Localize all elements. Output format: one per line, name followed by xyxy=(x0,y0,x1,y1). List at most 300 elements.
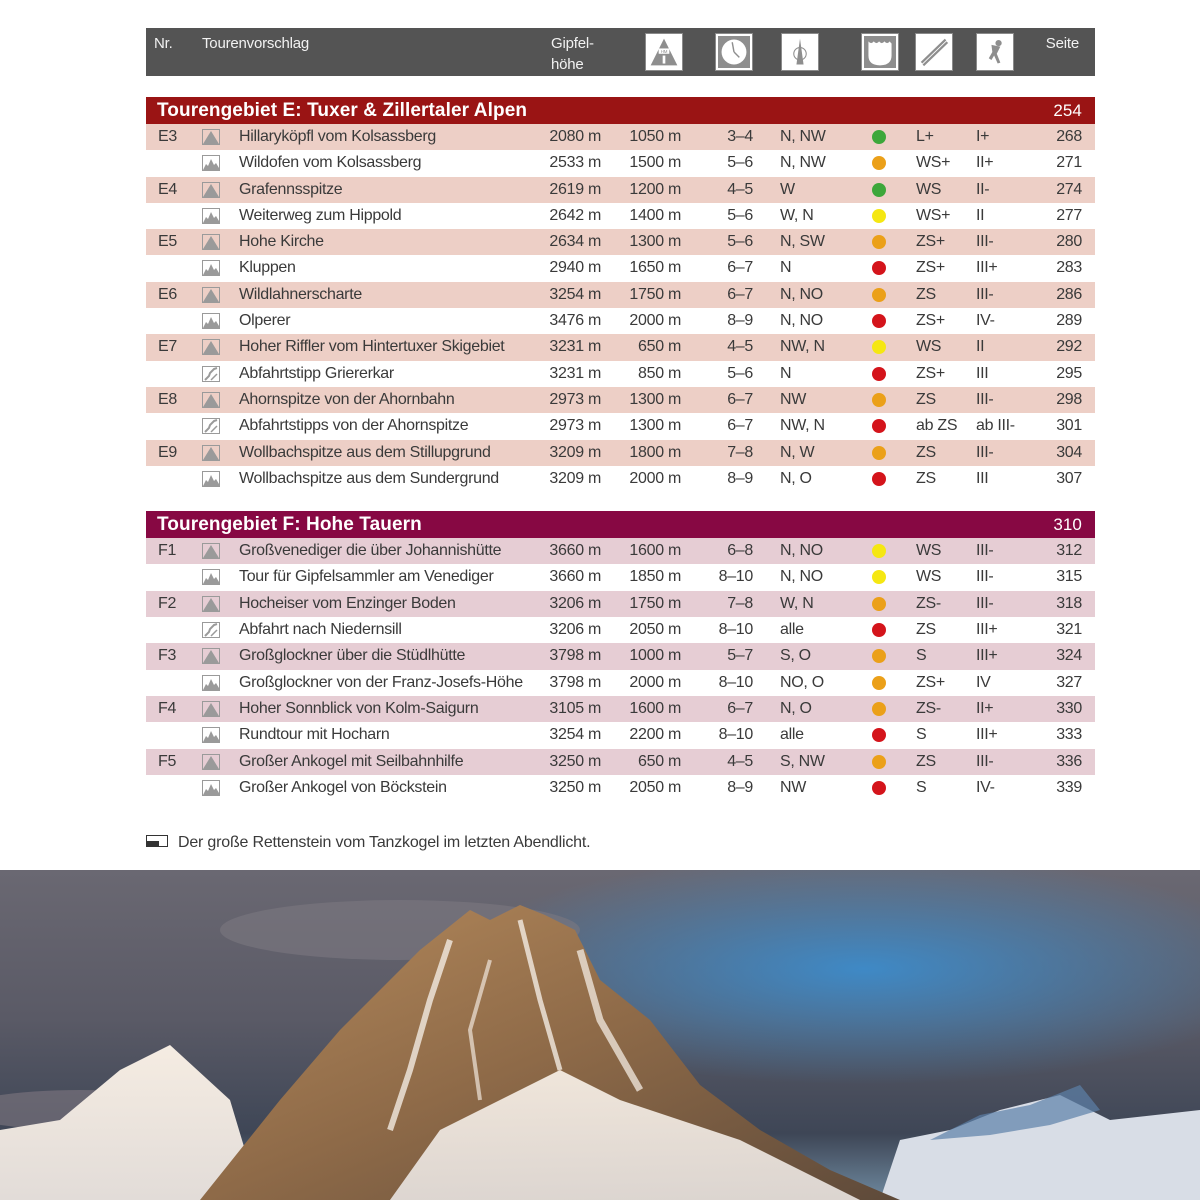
column-header xyxy=(146,28,1095,76)
peak-icon xyxy=(202,543,220,559)
table-row xyxy=(146,749,1095,775)
duration: 8–10 xyxy=(718,621,753,639)
risk-indicator-orange xyxy=(872,393,886,407)
exposure: N, O xyxy=(780,699,812,717)
summit-altitude: 3209 m xyxy=(549,469,601,487)
tour-name: Wollbachspitze aus dem Stillupgrund xyxy=(239,443,491,461)
risk-indicator-orange xyxy=(872,156,886,170)
exposure: NO, O xyxy=(780,673,824,691)
page-number: 298 xyxy=(1056,390,1082,408)
page-number: 339 xyxy=(1056,778,1082,796)
climbing-difficulty: ab III- xyxy=(976,417,1015,435)
ascent-meters: 1750 m xyxy=(629,285,681,303)
climbing-difficulty: III- xyxy=(976,233,994,251)
table-row xyxy=(146,229,1095,255)
risk-indicator-yellow xyxy=(872,570,886,584)
page-number: 312 xyxy=(1056,542,1082,560)
peak-icon xyxy=(202,392,220,408)
summit-altitude: 3250 m xyxy=(549,752,601,770)
tour-name: Großer Ankogel von Böckstein xyxy=(239,778,447,796)
tour-name: Hocheiser vom Enzinger Boden xyxy=(239,594,456,612)
ski-difficulty: ZS- xyxy=(916,699,941,717)
tour-name: Großglockner über die Stüdlhütte xyxy=(239,647,466,665)
mountain-photo xyxy=(0,870,1200,1200)
table-row xyxy=(146,775,1095,801)
risk-indicator-orange xyxy=(872,676,886,690)
section-tourengebiet-f xyxy=(146,511,1095,801)
ski-difficulty: ZS xyxy=(916,752,936,770)
risk-indicator-orange xyxy=(872,702,886,716)
risk-indicator-orange xyxy=(872,649,886,663)
ski-difficulty: WS xyxy=(916,542,942,560)
table-row xyxy=(146,670,1095,696)
summit-altitude: 3798 m xyxy=(549,647,601,665)
ski-difficulty: ZS xyxy=(916,443,936,461)
summit-altitude: 2533 m xyxy=(549,154,601,172)
peak-icon xyxy=(202,596,220,612)
ascent-meters: 2050 m xyxy=(629,778,681,796)
peak-icon xyxy=(202,339,220,355)
tour-name: Hoher Sonnblick von Kolm-Saigurn xyxy=(239,699,479,717)
multi-peak-icon xyxy=(202,780,220,796)
section-title: Tourengebiet E: Tuxer & Zillertaler Alpen xyxy=(157,100,528,121)
table-row xyxy=(146,387,1095,413)
avalanche-risk-icon xyxy=(862,34,898,70)
ski-difficulty: ZS xyxy=(916,469,936,487)
climbing-difficulty: III- xyxy=(976,443,994,461)
duration: 5–7 xyxy=(727,647,753,665)
tour-number: E9 xyxy=(158,443,177,461)
exposure: N, NO xyxy=(780,568,823,586)
exposure: N, NO xyxy=(780,285,823,303)
ski-difficulty: WS+ xyxy=(916,206,951,224)
tour-name: Olperer xyxy=(239,312,291,330)
duration: 8–10 xyxy=(718,673,753,691)
duration: 6–7 xyxy=(727,390,753,408)
exposure: N, SW xyxy=(780,233,825,251)
ascent-meters: 2200 m xyxy=(629,726,681,744)
tour-name: Hoher Riffler vom Hintertuxer Skigebiet xyxy=(239,338,505,356)
table-row xyxy=(146,696,1095,722)
ascent-meters: 1300 m xyxy=(629,233,681,251)
ascent-meters: 1300 m xyxy=(629,417,681,435)
ascent-meters: 1300 m xyxy=(629,390,681,408)
ski-difficulty: ZS+ xyxy=(916,364,945,382)
ascent-meters: 2000 m xyxy=(629,469,681,487)
ski-difficulty: ZS- xyxy=(916,594,941,612)
page-number: 327 xyxy=(1056,673,1082,691)
table-row xyxy=(146,466,1095,492)
peak-icon xyxy=(202,445,220,461)
ski-difficulty: WS xyxy=(916,338,942,356)
table-row xyxy=(146,722,1095,748)
risk-indicator-yellow xyxy=(872,544,886,558)
risk-indicator-green xyxy=(872,183,886,197)
exposure: NW, N xyxy=(780,417,825,435)
duration: 8–10 xyxy=(718,726,753,744)
tour-table xyxy=(146,28,1095,801)
summit-altitude: 3209 m xyxy=(549,443,601,461)
page-number: 318 xyxy=(1056,594,1082,612)
peak-icon xyxy=(202,287,220,303)
risk-indicator-red xyxy=(872,314,886,328)
multi-peak-icon xyxy=(202,260,220,276)
exposure-compass-icon xyxy=(782,34,818,70)
ascent-meters: 1500 m xyxy=(629,154,681,172)
ski-difficulty: WS+ xyxy=(916,154,951,172)
climbing-difficulty: II+ xyxy=(976,699,994,717)
camera-icon xyxy=(146,835,168,847)
ascent-meters: 650 m xyxy=(638,338,681,356)
summit-altitude: 2080 m xyxy=(549,128,601,145)
table-row xyxy=(146,308,1095,334)
header-altitude: Gipfel- höhe xyxy=(551,35,594,73)
page-number: 271 xyxy=(1056,154,1082,172)
exposure: NW, N xyxy=(780,338,825,356)
duration-clock-icon xyxy=(716,34,752,70)
tour-name: Grafennsspitze xyxy=(239,180,343,198)
tour-name: Hohe Kirche xyxy=(239,233,324,251)
summit-altitude: 2619 m xyxy=(549,180,601,198)
risk-indicator-red xyxy=(872,781,886,795)
tour-number: E7 xyxy=(158,338,177,356)
page-number: 330 xyxy=(1056,699,1082,717)
duration: 5–6 xyxy=(727,233,753,251)
duration: 8–9 xyxy=(727,469,753,487)
climbing-difficulty-icon xyxy=(977,34,1013,70)
climbing-difficulty: IV xyxy=(976,673,991,691)
ascent-meters: 650 m xyxy=(638,752,681,770)
ski-difficulty: ZS+ xyxy=(916,233,945,251)
risk-indicator-orange xyxy=(872,597,886,611)
ascent-meters: 1000 m xyxy=(629,647,681,665)
tour-name: Großer Ankogel mit Seilbahnhilfe xyxy=(239,752,464,770)
section-title: Tourengebiet F: Hohe Tauern xyxy=(157,514,422,536)
table-row xyxy=(146,643,1095,669)
svg-text:HM: HM xyxy=(660,48,668,54)
climbing-difficulty: III+ xyxy=(976,621,998,639)
summit-altitude: 3206 m xyxy=(549,594,601,612)
ascent-meters: 1800 m xyxy=(629,443,681,461)
ascent-meters: 2050 m xyxy=(629,621,681,639)
table-row xyxy=(146,538,1095,564)
summit-altitude: 2973 m xyxy=(549,390,601,408)
ascent-meters: 850 m xyxy=(638,364,681,382)
duration: 3–4 xyxy=(727,128,753,145)
exposure: alle xyxy=(780,726,804,744)
page-number: 295 xyxy=(1056,364,1082,382)
ski-difficulty: ZS xyxy=(916,621,936,639)
duration: 6–7 xyxy=(727,417,753,435)
page-number: 304 xyxy=(1056,443,1082,461)
risk-indicator-red xyxy=(872,261,886,275)
ski-descent-icon xyxy=(202,418,220,434)
summit-altitude: 3250 m xyxy=(549,778,601,796)
ski-descent-icon xyxy=(202,622,220,638)
section-page: 254 xyxy=(1053,101,1082,120)
page-number: 315 xyxy=(1056,568,1082,586)
tour-name: Abfahrtstipps von der Ahornspitze xyxy=(239,417,469,435)
summit-altitude: 3798 m xyxy=(549,673,601,691)
page-number: 301 xyxy=(1056,417,1082,435)
ski-difficulty: ZS+ xyxy=(916,259,945,277)
climbing-difficulty: II+ xyxy=(976,154,994,172)
multi-peak-icon xyxy=(202,313,220,329)
tour-name: Wollbachspitze aus dem Sundergrund xyxy=(239,469,499,487)
climbing-difficulty: I+ xyxy=(976,128,990,145)
risk-indicator-yellow xyxy=(872,340,886,354)
page-number: 274 xyxy=(1056,180,1082,198)
tour-name: Abfahrt nach Niedernsill xyxy=(239,621,402,639)
summit-altitude: 3660 m xyxy=(549,542,601,560)
climbing-difficulty: III- xyxy=(976,594,994,612)
climbing-difficulty: III- xyxy=(976,752,994,770)
tour-number: F3 xyxy=(158,647,177,665)
tour-number: E5 xyxy=(158,233,177,251)
ski-difficulty: S xyxy=(916,647,927,665)
exposure: N xyxy=(780,364,792,382)
table-row xyxy=(146,617,1095,643)
exposure: N xyxy=(780,259,792,277)
exposure: W, N xyxy=(780,594,814,612)
tour-number: F5 xyxy=(158,752,177,770)
tour-name: Großglockner von der Franz-Josefs-Höhe xyxy=(239,673,523,691)
tour-name: Großvenediger die über Johannishütte xyxy=(239,542,502,560)
page-number: 289 xyxy=(1056,312,1082,330)
exposure: alle xyxy=(780,621,804,639)
risk-indicator-yellow xyxy=(872,209,886,223)
duration: 5–6 xyxy=(727,154,753,172)
climbing-difficulty: II- xyxy=(976,180,990,198)
page-number: 268 xyxy=(1056,128,1082,145)
exposure: N, NO xyxy=(780,312,823,330)
duration: 4–5 xyxy=(727,752,753,770)
tour-name: Kluppen xyxy=(239,259,296,277)
duration: 7–8 xyxy=(727,443,753,461)
risk-indicator-orange xyxy=(872,288,886,302)
ski-difficulty: S xyxy=(916,778,927,796)
exposure: N, NW xyxy=(780,154,826,172)
table-row xyxy=(146,124,1095,150)
photo-caption xyxy=(146,834,590,852)
risk-indicator-red xyxy=(872,728,886,742)
multi-peak-icon xyxy=(202,569,220,585)
section-header xyxy=(146,511,1095,538)
exposure: W xyxy=(780,180,795,198)
exposure: W, N xyxy=(780,206,814,224)
page-number: 333 xyxy=(1056,726,1082,744)
ski-difficulty: ZS+ xyxy=(916,673,945,691)
table-row xyxy=(146,564,1095,590)
ski-difficulty: L+ xyxy=(916,128,934,145)
summit-altitude: 3231 m xyxy=(549,364,601,382)
section-tourengebiet-e xyxy=(146,97,1095,492)
header-tour: Tourenvorschlag xyxy=(202,35,310,52)
tour-name: Weiterweg zum Hippold xyxy=(239,206,402,224)
peak-icon xyxy=(202,182,220,198)
climbing-difficulty: III- xyxy=(976,568,994,586)
climbing-difficulty: III- xyxy=(976,285,994,303)
table-row xyxy=(146,203,1095,229)
tour-name: Wildofen vom Kolsassberg xyxy=(239,154,422,172)
tour-number: E6 xyxy=(158,285,177,303)
climbing-difficulty: III+ xyxy=(976,259,998,277)
summit-altitude: 3105 m xyxy=(549,699,601,717)
table-row xyxy=(146,177,1095,203)
exposure: NW xyxy=(780,390,807,408)
risk-indicator-orange xyxy=(872,755,886,769)
ascent-meters: 1850 m xyxy=(629,568,681,586)
ski-descent-icon xyxy=(202,366,220,382)
table-row xyxy=(146,282,1095,308)
table-row xyxy=(146,591,1095,617)
multi-peak-icon xyxy=(202,155,220,171)
summit-altitude: 3660 m xyxy=(549,568,601,586)
multi-peak-icon xyxy=(202,727,220,743)
exposure: S, NW xyxy=(780,752,825,770)
peak-icon xyxy=(202,234,220,250)
climbing-difficulty: III+ xyxy=(976,726,998,744)
duration: 8–10 xyxy=(718,568,753,586)
section-header xyxy=(146,97,1095,124)
duration: 5–6 xyxy=(727,364,753,382)
exposure: N, NW xyxy=(780,128,826,145)
risk-indicator-orange xyxy=(872,235,886,249)
ascent-meters: 2000 m xyxy=(629,673,681,691)
risk-indicator-red xyxy=(872,419,886,433)
summit-altitude: 2940 m xyxy=(549,259,601,277)
page-number: 307 xyxy=(1056,469,1082,487)
ascent-meters: 1650 m xyxy=(629,259,681,277)
duration: 7–8 xyxy=(727,594,753,612)
climbing-difficulty: IV- xyxy=(976,312,995,330)
duration: 8–9 xyxy=(727,778,753,796)
risk-indicator-red xyxy=(872,367,886,381)
page-number: 292 xyxy=(1056,338,1082,356)
table-row xyxy=(146,361,1095,387)
page-number: 283 xyxy=(1056,259,1082,277)
ascent-meters: 1400 m xyxy=(629,206,681,224)
tour-number: F2 xyxy=(158,594,177,612)
summit-altitude: 2634 m xyxy=(549,233,601,251)
ski-difficulty: ZS xyxy=(916,390,936,408)
ascent-meters-icon xyxy=(646,34,682,70)
exposure: S, O xyxy=(780,647,811,665)
multi-peak-icon xyxy=(202,675,220,691)
climbing-difficulty: III- xyxy=(976,542,994,560)
ski-difficulty: S xyxy=(916,726,927,744)
multi-peak-icon xyxy=(202,471,220,487)
tour-number: E4 xyxy=(158,180,177,198)
tour-number: F1 xyxy=(158,542,177,560)
duration: 4–5 xyxy=(727,180,753,198)
ascent-meters: 1600 m xyxy=(629,699,681,717)
ski-difficulty: ab ZS xyxy=(916,417,958,435)
climbing-difficulty: III xyxy=(976,364,989,382)
summit-altitude: 3476 m xyxy=(549,312,601,330)
summit-altitude: 3254 m xyxy=(549,285,601,303)
risk-indicator-green xyxy=(872,130,886,144)
duration: 6–7 xyxy=(727,699,753,717)
table-row xyxy=(146,255,1095,281)
risk-indicator-red xyxy=(872,472,886,486)
exposure: NW xyxy=(780,778,807,796)
peak-icon xyxy=(202,129,220,145)
ascent-meters: 1600 m xyxy=(629,542,681,560)
page-number: 321 xyxy=(1056,621,1082,639)
duration: 6–7 xyxy=(727,259,753,277)
ski-difficulty: WS xyxy=(916,180,942,198)
ascent-meters: 1750 m xyxy=(629,594,681,612)
climbing-difficulty: IV- xyxy=(976,778,995,796)
tour-number: E3 xyxy=(158,128,177,145)
summit-altitude: 2973 m xyxy=(549,417,601,435)
tour-name: Ahornspitze von der Ahornbahn xyxy=(239,390,455,408)
tour-number: E8 xyxy=(158,390,177,408)
multi-peak-icon xyxy=(202,208,220,224)
climbing-difficulty: II xyxy=(976,338,985,356)
peak-icon xyxy=(202,754,220,770)
risk-indicator-red xyxy=(872,623,886,637)
page-number: 336 xyxy=(1056,752,1082,770)
summit-altitude: 3206 m xyxy=(549,621,601,639)
climbing-difficulty: II xyxy=(976,206,985,224)
climbing-difficulty: III+ xyxy=(976,647,998,665)
page-number: 277 xyxy=(1056,206,1082,224)
tour-name: Abfahrtstipp Griererkar xyxy=(239,364,394,382)
table-row xyxy=(146,413,1095,439)
summit-altitude: 2642 m xyxy=(549,206,601,224)
ascent-meters: 1050 m xyxy=(629,128,681,145)
table-row xyxy=(146,334,1095,360)
tour-name: Rundtour mit Hocharn xyxy=(239,726,390,744)
tour-name: Hillaryköpfl vom Kolsassberg xyxy=(239,128,437,145)
ski-difficulty: ZS xyxy=(916,285,936,303)
exposure: N, W xyxy=(780,443,815,461)
section-page: 310 xyxy=(1053,515,1082,535)
exposure: N, NO xyxy=(780,542,823,560)
tour-number: F4 xyxy=(158,699,177,717)
ascent-meters: 1200 m xyxy=(629,180,681,198)
exposure: N, O xyxy=(780,469,812,487)
table-row xyxy=(146,440,1095,466)
ski-difficulty: ZS+ xyxy=(916,312,945,330)
table-row xyxy=(146,150,1095,176)
duration: 8–9 xyxy=(727,312,753,330)
page-number: 324 xyxy=(1056,647,1082,665)
header-page: Seite xyxy=(1045,35,1079,52)
summit-altitude: 3254 m xyxy=(549,726,601,744)
climbing-difficulty: III- xyxy=(976,390,994,408)
tour-name: Wildlahnerscharte xyxy=(239,285,362,303)
ski-difficulty: WS xyxy=(916,568,942,586)
ski-difficulty-icon xyxy=(916,34,952,70)
risk-indicator-orange xyxy=(872,446,886,460)
ascent-meters: 2000 m xyxy=(629,312,681,330)
page-number: 280 xyxy=(1056,233,1082,251)
page-number: 286 xyxy=(1056,285,1082,303)
climbing-difficulty: III xyxy=(976,469,989,487)
caption-text: Der große Rettenstein vom Tanzkogel im letzten Abendlicht. xyxy=(178,834,591,851)
tour-name: Tour für Gipfelsammler am Venediger xyxy=(239,568,494,586)
duration: 5–6 xyxy=(727,206,753,224)
header-nr: Nr. xyxy=(154,35,173,52)
duration: 6–7 xyxy=(727,285,753,303)
duration: 6–8 xyxy=(727,542,753,560)
peak-icon xyxy=(202,648,220,664)
peak-icon xyxy=(202,701,220,717)
summit-altitude: 3231 m xyxy=(549,338,601,356)
